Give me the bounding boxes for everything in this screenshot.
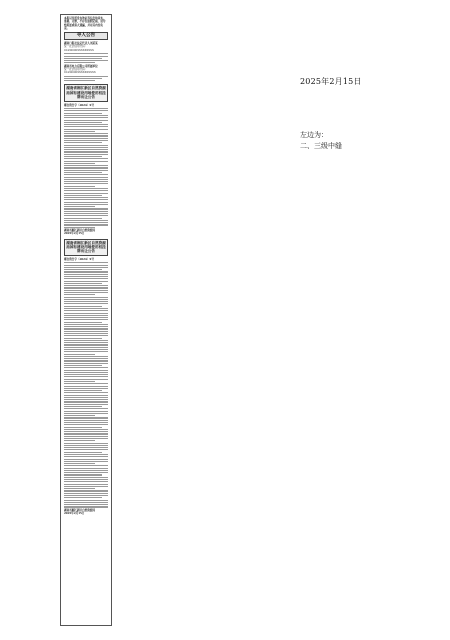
side-note-line1: 左边为： (300, 131, 328, 139)
notice2-org: 湖南省电力有限公司所属单位 (64, 64, 98, 68)
column-content (64, 17, 108, 515)
column-header-text: 本报以及所发布的证券信息均真实、准确、完整，不存在虚假记载、误导性陈述或重大遗漏，并对其内容负责。 (64, 17, 106, 30)
notice1-org: 湖南日报社法定代表人刘某某 (64, 42, 98, 46)
page-date: 2025年2月15日 (300, 77, 362, 86)
notice1-body (64, 53, 108, 63)
notice4-heading: 湖南省湘江新区自然资源局国有建设用地使用权挂牌出让公告 (64, 239, 108, 256)
notice3-number: 湘自资告字〔2024〕X号 (64, 103, 94, 107)
newspaper-column (60, 14, 112, 626)
notice-box-title: 寻人公告 (64, 32, 108, 40)
notice1-line: 统一社会信用代码：91430000XXXXXXXXX (64, 45, 94, 52)
notice4-number: 湘自资告字〔2024〕X号 (64, 257, 94, 261)
notice3-body (64, 108, 108, 228)
notice4-sign: 湖南省湘江新区自然资源局 (64, 508, 96, 512)
notice3-date: 2025年2月15日 (64, 232, 85, 236)
notice3-heading: 湖南省湘江新区自然资源局国有建设用地使用权挂牌出让公告 (64, 84, 108, 101)
notice2-body (64, 76, 108, 82)
side-note (300, 130, 342, 152)
notice4-date: 2025年2月15日 (64, 511, 85, 515)
side-note-line2: 二、三级中缝 (300, 142, 342, 150)
notice2-line: 统一社会信用代码：91430000XXXXXXXXXX (64, 67, 96, 75)
notice4-body (64, 262, 108, 507)
notice3-sign: 湖南省湘江新区自然资源局 (64, 229, 96, 233)
